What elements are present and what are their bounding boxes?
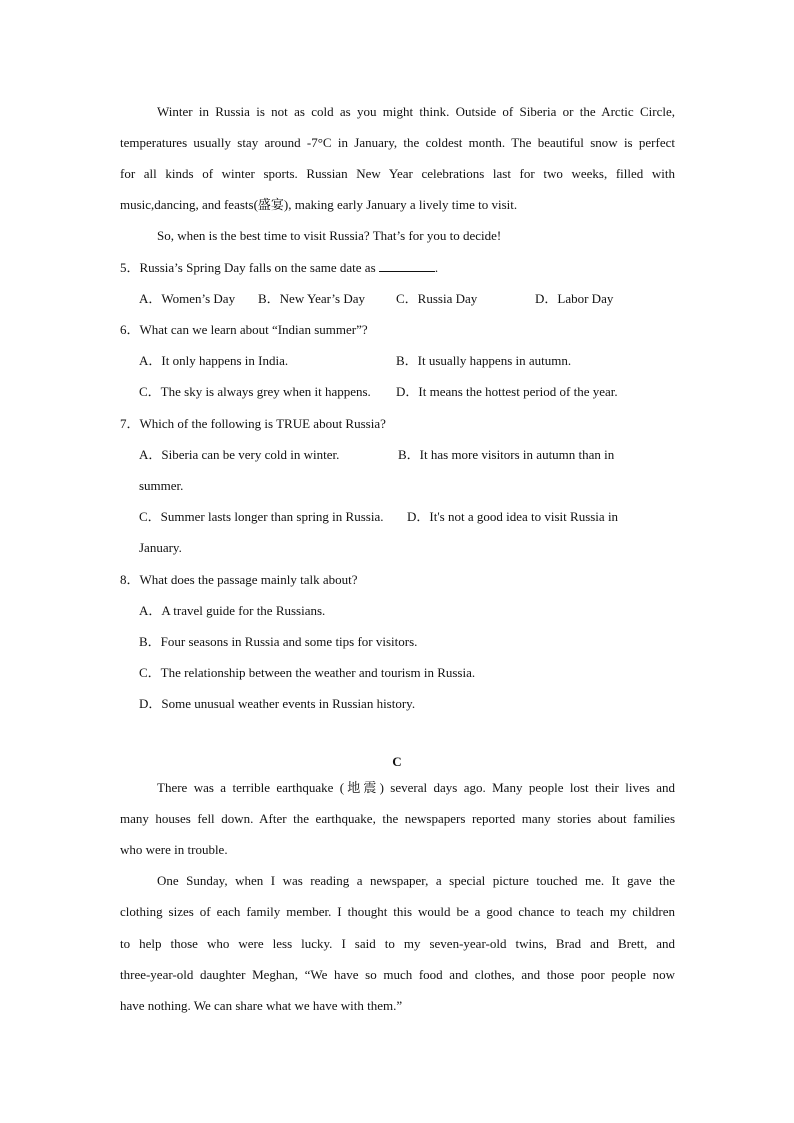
option-c: C．The sky is always grey when it happens. (139, 384, 371, 399)
passage-c-line: have nothing. We can share what we have with them.” (120, 998, 403, 1013)
option-a: A．It only happens in India. (139, 353, 289, 368)
passage-b-line: for all kinds of winter sports. Russian New Year celebrations last for two weeks, filled with (120, 166, 675, 181)
passage-b-line: temperatures usually stay around -7°C in January, the coldest month. The beautiful snow is perfect (120, 135, 675, 150)
passage-c-line: to help those who were less lucky. I said to my seven-year-old twins, Brad and Brett, and (120, 936, 675, 951)
section-heading: C (392, 754, 402, 769)
passage-b-paragraph: So, when is the best time to visit Russia? That’s for you to decide! (157, 228, 502, 243)
option-b-continued: summer. (139, 478, 184, 493)
option-c: C．The relationship between the weather and tourism in Russia. (139, 665, 476, 680)
passage-c-line: There was a terrible earthquake (地震) several days ago. Many people lost their lives and (157, 780, 675, 795)
question-5 (120, 259, 438, 277)
passage-c-line: who were in trouble. (120, 842, 228, 857)
passage-c-line: many houses fell down. After the earthquake, the newspapers reported many stories about families (120, 811, 675, 826)
passage-c-line: three-year-old daughter Meghan, “We have so much food and clothes, and those poor people now (120, 967, 675, 982)
option-b: B．Four seasons in Russia and some tips for visitors. (139, 634, 418, 649)
option-b: B．It has more visitors in autumn than in (398, 447, 615, 462)
option-d-continued: January. (139, 540, 182, 555)
option-a: A．Women’s Day (139, 291, 236, 306)
question-7-stem: 7．Which of the following is TRUE about Russia? (120, 416, 386, 431)
option-c: C．Russia Day (396, 291, 478, 306)
passage-c-line: One Sunday, when I was reading a newspaper, a special picture touched me. It gave the (157, 873, 675, 888)
option-d: D．Some unusual weather events in Russian history. (139, 696, 416, 711)
option-c: C．Summer lasts longer than spring in Russia. (139, 509, 384, 524)
answer-blank (379, 259, 435, 272)
question-6-stem: 6．What can we learn about “Indian summer”? (120, 322, 368, 337)
passage-c-line: clothing sizes of each family member. I thought this would be a good chance to teach my children (120, 904, 675, 919)
option-b: B．New Year’s Day (258, 291, 366, 306)
question-8-stem: 8．What does the passage mainly talk about? (120, 572, 358, 587)
passage-b-line: music,dancing, and feasts(盛宴), making early January a lively time to visit. (120, 197, 518, 212)
option-b: B．It usually happens in autumn. (396, 353, 572, 368)
question-5-stem: 5．Russia’s Spring Day falls on the same date as (120, 260, 376, 275)
option-a: A．A travel guide for the Russians. (139, 603, 326, 618)
option-d: D．It means the hottest period of the year. (396, 384, 618, 399)
option-d: D．Labor Day (535, 291, 614, 306)
option-a: A．Siberia can be very cold in winter. (139, 447, 340, 462)
passage-b-line: Winter in Russia is not as cold as you might think. Outside of Siberia or the Arctic Circle, (157, 104, 675, 119)
option-d: D．It's not a good idea to visit Russia in (407, 509, 619, 524)
question-5-stem-end: . (434, 260, 439, 275)
